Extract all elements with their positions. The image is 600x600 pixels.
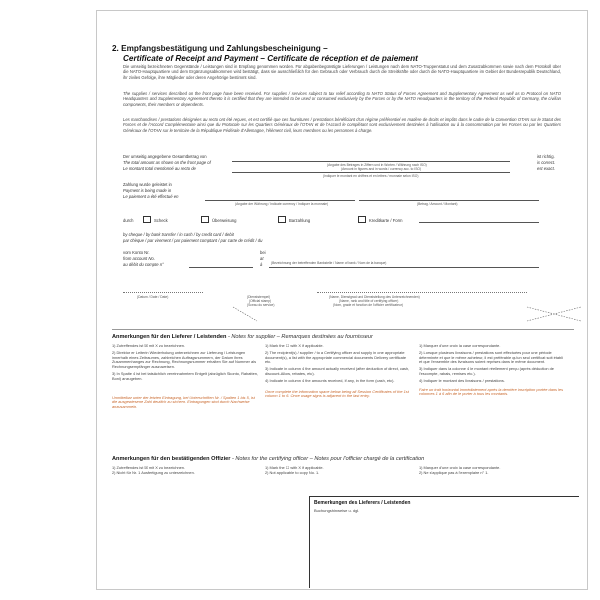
intro-text-fr: Les marchandises / prestations désignées au recto ont été reçues, et est certifié que ces fournitures / prestations bénéficiant d'un régime préférentiel en matière de droits et impôts dans le cadre de la Convention OTAN sur le Statut des Forces et de l'Accord Complémentaire ainsi que du Protocole sur les Quartiers Généraux de l'OTAN et de l'Accord le complétant sont exclusivement destinées à l'utilisation ou à la consommation par les Forces ou par les Quartiers Généraux de l'OTAN sur le territoire de la République Fédérale d'Allemagne, l'élément civil, leurs membres ou les personnes à charge. xyxy=(123,117,561,133)
bank-at-en: at xyxy=(260,256,264,261)
bank-at-fr: à xyxy=(260,262,263,267)
remarks-box[interactable] xyxy=(309,496,579,588)
note-item: 1) Marquer d'une croix la case correspondante. xyxy=(419,343,501,348)
payment-label-fr: Le paiement a été effectué en xyxy=(123,194,179,199)
officer-notes-title-de: Anmerkungen für den bestätigenden Offizier xyxy=(112,456,231,462)
total-label-de: Der umseitig angegebene Gesamtbetrag von xyxy=(123,154,207,159)
supplier-notes-col-en xyxy=(265,344,413,399)
officer-notes-title xyxy=(112,456,424,462)
total-amount-line[interactable] xyxy=(232,161,510,162)
total-correct-de: ist richtig. xyxy=(537,154,555,159)
account-label-en: from account No. xyxy=(123,256,155,261)
stamp-hint-fr: (Sceau du service) xyxy=(247,303,275,307)
officer-signature-line[interactable] xyxy=(317,292,527,293)
stamp-hint-de: (Dienststempel) xyxy=(247,295,271,299)
note-orange: Unmittelbar unter der letzten Eintragung, bei Unterschriften Nr. / Spalten 1 bis 5, ist die ausgewiesene Zahl deutlich zu sichern. Eintragungen sind durch Nachweise anzusammeln. xyxy=(112,394,255,410)
method-cheque-checkbox[interactable] xyxy=(143,216,151,223)
note-item: 2) The recipient(s) / supplier / to a Certifying officer and supply in one appropriate document(s), a list with the appropriate commercial documents Delivery certificate etc. xyxy=(265,349,406,365)
crossout-mark xyxy=(227,303,587,327)
note-item: 2) Direktor er Leiterin Wiederholung unterzeichnen zur Lieferung / Leistungen innerhalb eines Zeitraumes, zahlreichen Auftragsnummern, der Datum ihres Zusammenhanges zur Rechnung, Rechnungsnummer erhalten Sie auf Nummer als Rechnungsempfänger auszuweisen. xyxy=(112,349,257,370)
account-number-line[interactable] xyxy=(189,267,253,268)
method-creditcard-label: Kreditkarte / Form xyxy=(369,218,403,223)
method-creditcard-checkbox[interactable] xyxy=(358,216,366,223)
note-item: 2) Nicht für Nr. 1 Ausfertigung zu unterzeichnen. xyxy=(112,469,195,475)
officer-notes-col-de xyxy=(112,466,260,476)
total-hint-fr: (Indiquer le montant en chiffres et en lettres / monnaie selon ISO) xyxy=(323,174,419,178)
note-item: 3) Indicate in column 4 the amount actually received (after deduction of direct, cash, discount-Allow, rebates, etc). xyxy=(265,366,410,376)
supplier-notes-title xyxy=(112,334,373,340)
remarks-subtitle: Buchungshinweise u. dgl. xyxy=(314,508,360,513)
method-transfer-label: Überweisung xyxy=(212,218,237,223)
note-item: 4) Indicate in column 4 the amounts received, if any, in the form (cash, etc). xyxy=(265,377,395,383)
amount-hint: (Betrag / Amount / Montant) xyxy=(417,202,458,206)
section-title-en-fr: Certificate of Receipt and Payment – Certificate de réception et de paiement xyxy=(123,54,418,63)
bank-hint: (Bezeichnung der betreffenden Bankstelle / Name of bank / Nom de la banque) xyxy=(271,261,387,265)
stamp-hint-en: (Official stamp) xyxy=(249,299,272,303)
creditcard-form-line[interactable] xyxy=(419,222,539,223)
remarks-title: Bemerkungen des Lieferers / Leistenden xyxy=(314,500,411,506)
supplier-notes-col-fr xyxy=(419,344,567,397)
note-item: 2) Ne s'applique pas à l'exemplaire n° 1. xyxy=(419,469,489,475)
payment-label-en: Payment is being made in xyxy=(123,188,172,193)
officer-notes-title-it: - Notes for the certifying officer – Notes pour l'officier chargé de la certification xyxy=(230,456,425,462)
bank-at-de: bei xyxy=(260,250,266,255)
account-label-de: vom Konto Nr. xyxy=(123,250,150,255)
note-orange: Faire un trait horizontal immédiatement après la dernière inscription portée dans les colonnes 1 à 6 afin de le porter à tous les montants. xyxy=(419,386,564,397)
transfer-text-en: by cheque / by bank transfer / in cash / by credit card / debit xyxy=(123,232,234,237)
officer-hint-de: (Name, Dienstgrad und Dienststellung des Unterzeichnenden) xyxy=(329,295,420,299)
note-item: 4) Indiquer le montant des livraisons / prestations. xyxy=(419,377,505,383)
supplier-notes-title-de: Anmerkungen für den Lieferer / Leistenden xyxy=(112,334,227,340)
section-title-de: 2. Empfangsbestätigung und Zahlungsbescheinigung – xyxy=(112,44,328,53)
intro-text-en: The supplies / services described on the front page have been received. For supplies / services subject to tax relief according to NATO Status of Forces Agreement and Supplementary Agreement as well as to Protocol on NATO Headquarters and Supplementary Agreement thereto it is certified that they are intended to be used or consumed exclusively by the Forces or by the NATO Headquarters in the territory of the Federal Republic of Germany, the civilian components, their members or dependents. xyxy=(123,91,561,107)
total-label-en: The total amount as shown on the front page of xyxy=(123,160,211,165)
form-sheet xyxy=(96,10,588,590)
method-cash-label: Barzahlung xyxy=(289,218,311,223)
note-item: 1) Zutreffendes ist ☒ mit X zu bezeichnen. xyxy=(112,465,186,470)
currency-hint: (Angabe der Währung / Indicate currency / Indiquer la monnaie) xyxy=(235,202,329,206)
total-correct-en: is correct. xyxy=(537,160,556,165)
supplier-notes-col-de xyxy=(112,344,260,410)
separator xyxy=(112,329,574,330)
total-amount-line-2[interactable] xyxy=(232,172,510,173)
officer-hint-fr: (Nom, grade et fonction de l'officier certificateur) xyxy=(333,303,404,307)
note-item: 2) Not applicable to copy No. 1. xyxy=(265,469,320,475)
intro-text-de: Die umseitig bezeichneten Gegenstände / Leistungen sind in Empfang genommen worden. Für abgabenbegünstigte Lieferungen / Leistungen nach dem NATO-Truppenstatut und dem Zusatzabkommen sowie nach dem Protokoll über die NATO-Hauptquartiere und dem Ergänzungsabkommen wird bestätigt, dass sie ausschließlich für den Gebrauch oder Verbrauch durch die Streitkräfte oder durch die NATO-Hauptquartiere im Gebiet der Bundesrepublik Deutschland, ihr ziviles Gefolge, ihre Mitglieder oder deren Angehörige bestimmt sind. xyxy=(123,64,561,80)
note-orange: Once complete the information space below being all Session Certificates of the 1st column 1 to 6. Once usage signs is adjacent to the last entry. xyxy=(265,388,409,399)
note-item: 1) Marquer d'une croix la case correspondante. xyxy=(419,465,501,470)
bank-name-line[interactable] xyxy=(269,267,539,268)
supplier-notes-title-it: - Notes for supplier – Remarques destinées au fournisseur xyxy=(226,334,373,340)
method-transfer-checkbox[interactable] xyxy=(201,216,209,223)
via-label: durch xyxy=(123,218,134,223)
officer-notes-col-en xyxy=(265,466,413,476)
account-label-fr: au débit du compte n° xyxy=(123,262,164,267)
method-cash-checkbox[interactable] xyxy=(278,216,286,223)
total-hint-de: (Angabe des Betrages in Ziffern und in Worten / Währung nach ISO) xyxy=(327,163,427,167)
total-label-fr: Le montant total mentionné au recto de xyxy=(123,166,196,171)
note-item: 1) Mark the ☐ with X if applicable. xyxy=(265,343,324,348)
currency-line[interactable] xyxy=(205,200,355,201)
payment-amount-line[interactable] xyxy=(359,200,539,201)
officer-hint-en: (Name, rank and title of certifying officer) xyxy=(339,299,399,303)
transfer-text-fr: par chèque / par virement / par paiement comptant / par carte de crédit / du xyxy=(123,238,263,243)
note-item: 1) Mark the ☐ with X if applicable. xyxy=(265,465,324,470)
total-hint-en: (Amount in figures and in words / currency acc. to ISO) xyxy=(341,167,422,171)
note-item: 3) In Spalte 4 ist bei tatsächlich vereinnahmtem Entgelt (abzüglich Skonto, Rabatten, Boni) anzugeben. xyxy=(112,370,258,381)
total-correct-fr: est exact. xyxy=(537,166,555,171)
date-line[interactable] xyxy=(123,292,203,293)
payment-label-de: Zahlung wurde geleistet in xyxy=(123,182,172,187)
method-cheque-label: Scheck xyxy=(154,218,168,223)
officer-notes-col-fr xyxy=(419,466,567,476)
note-item: 1) Zutreffendes ist ☒ mit X zu bezeichnen. xyxy=(112,343,186,348)
note-item: 2) Lorsque plusieurs livraisons / prestations sont effectuées pour une période déterminée et que le même acheteur, il est préférable qu'un seul certificat soit établi et que l'ensemble des livraisons soient reprises dans le même document. xyxy=(419,349,563,365)
note-item: 3) Indiquer dans la colonne 4 le montant réellement perçu (après déduction de l'escompte, rabais, remises etc.). xyxy=(419,366,554,376)
date-hint: (Datum / Date / Date) xyxy=(137,295,169,299)
